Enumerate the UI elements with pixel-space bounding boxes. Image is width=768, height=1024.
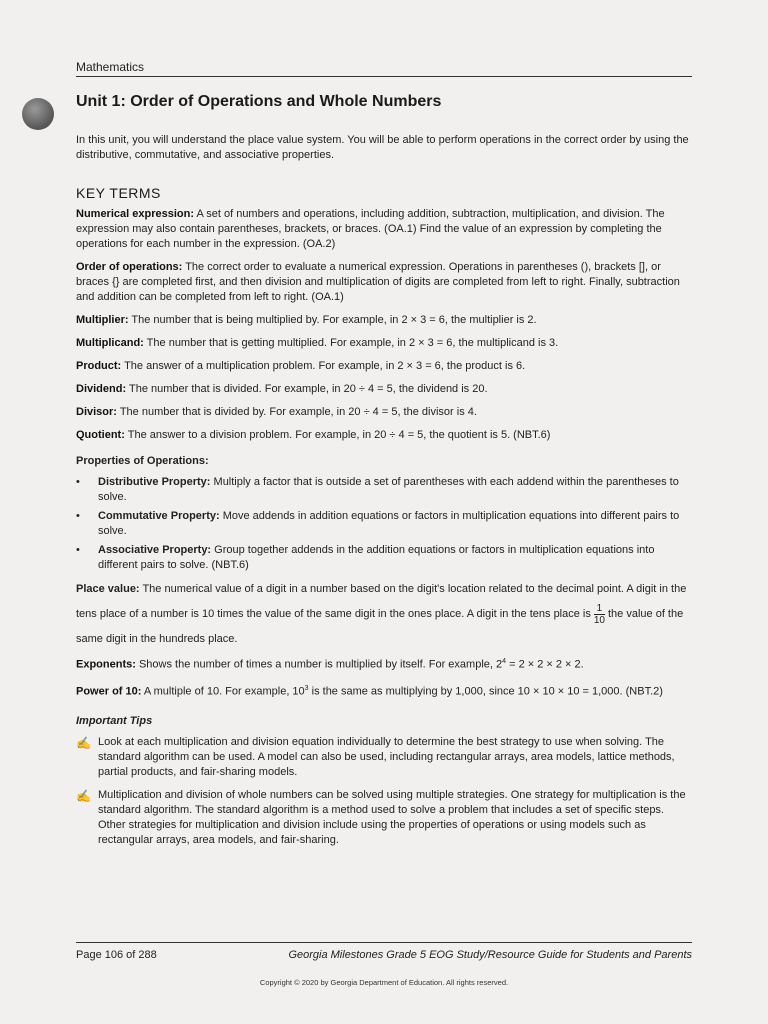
property-commutative (76, 509, 692, 539)
term-label: Numerical expression: (76, 208, 194, 220)
tip-text: Look at each multiplication and division equation individually to determine the best strategy to use when solving. The standard algorithm can be used. A model can also be used, including rectangular arrays, area models, lattice methods, partial products, and fair-sharing models. (98, 736, 675, 779)
term-multiplier (76, 313, 692, 328)
term-dividend (76, 382, 692, 397)
term-definition-cont: = 2 × 2 × 2 × 2. (506, 658, 584, 671)
term-label: Multiplicand: (76, 337, 144, 349)
tip-item (76, 735, 692, 780)
term-order-of-operations (76, 260, 692, 305)
term-label: Product: (76, 360, 122, 372)
term-place-value (76, 577, 692, 652)
key-terms-heading: KEY TERMS (76, 185, 161, 201)
term-definition: The number that is divided. For example, in 20 ÷ 4 = 5, the dividend is 20. (126, 383, 488, 395)
term-definition: A set of numbers and operations, including addition, subtraction, multiplication, and division. The expression may also contain parentheses, brackets, or braces. (OA.1) Find the value of an expression by completing the operations for each number in the expression. (OA.2) (76, 208, 665, 250)
term-definition-cont: the value of the same digit in the hundreds place. (76, 608, 684, 645)
fraction-one-tenth (594, 603, 605, 626)
term-exponents (76, 654, 692, 673)
term-power-of-10 (76, 681, 692, 700)
tip-text: Multiplication and division of whole numbers can be solved using multiple strategies. One strategy for multiplication is the standard algorithm. The standard algorithm is a method used to solve a problem that includes a set of specific steps. Other strategies for multiplication and division include using the properties of operations or using models such as rectangular arrays, area models, and fair-sharing. (98, 789, 686, 847)
fraction-denominator: 10 (593, 614, 605, 626)
property-text: Group together addends in the addition equations or factors in multiplication equations into different pairs to solve. (NBT.6) (98, 544, 655, 571)
term-label: Place value: (76, 583, 140, 595)
fraction-numerator: 1 (594, 603, 605, 615)
term-label: Quotient: (76, 429, 125, 441)
bullet-icon: • (76, 476, 80, 488)
term-divisor (76, 405, 692, 420)
subject-header: Mathematics (76, 60, 692, 77)
term-product (76, 359, 692, 374)
property-text: Move addends in addition equations or factors in multiplication equations into different pairs to solve. (98, 510, 680, 537)
term-definition: The number that is divided by. For example, in 20 ÷ 4 = 5, the divisor is 4. (116, 406, 477, 418)
property-name: Associative Property: (98, 544, 212, 556)
term-definition: The number that is getting multiplied. For example, in 2 × 3 = 6, the multiplicand is 3. (143, 337, 559, 349)
term-label: Order of operations: (76, 261, 183, 273)
property-associative (76, 543, 692, 573)
pencil-icon: ✍ (76, 789, 91, 804)
bullet-icon: • (76, 544, 80, 556)
property-text: Multiply a factor that is outside a set of parentheses with each addend within the parentheses to solve. (98, 476, 679, 503)
term-label: Power of 10: (76, 685, 142, 698)
term-definition: A multiple of 10. For example, 10 (141, 685, 305, 698)
term-numerical-expression (76, 207, 692, 252)
page-footer (76, 942, 692, 961)
term-definition: The correct order to evaluate a numerical expression. Operations in parentheses (), brackets [], or braces {} are completed first, and then division and multiplication of digits are completed from left to right. Finally, subtraction and addition can be completed from left to right. (OA.1) (76, 261, 680, 303)
term-label: Multiplier: (76, 314, 129, 326)
properties-list (76, 475, 692, 573)
term-label: Divisor: (76, 406, 117, 418)
property-distributive (76, 475, 692, 505)
unit-intro: In this unit, you will understand the place value system. You will be able to perform operations in the correct order by using the distributive, commutative, and associative properties. (76, 134, 689, 161)
unit-title: Unit 1: Order of Operations and Whole Numbers (76, 93, 442, 110)
copyright-notice: Copyright © 2020 by Georgia Department of Education. All rights reserved. (259, 978, 509, 987)
pencil-icon: ✍ (76, 736, 91, 751)
term-label: Exponents: (76, 658, 136, 671)
term-multiplicand (76, 336, 692, 351)
term-definition: The answer of a multiplication problem. For example, in 2 × 3 = 6, the product is 6. (121, 360, 526, 372)
guide-title: Georgia Milestones Grade 5 EOG Study/Resource Guide for Students and Parents (288, 949, 692, 961)
binder-hole (22, 98, 54, 130)
page-number: Page 106 of 288 (76, 949, 157, 961)
bullet-icon: • (76, 510, 80, 522)
exponent-superscript: 3 (304, 684, 309, 692)
property-name: Commutative Property: (98, 510, 220, 522)
term-quotient (76, 428, 692, 443)
page-content (76, 60, 692, 848)
term-definition-cont: is the same as multiplying by 1,000, since 10 × 10 × 10 = 1,000. (NBT.2) (308, 685, 663, 698)
term-definition: The number that is being multiplied by. For example, in 2 × 3 = 6, the multiplier is 2. (128, 314, 537, 326)
term-definition: Shows the number of times a number is multiplied by itself. For example, 2 (135, 658, 503, 671)
term-definition: The answer to a division problem. For example, in 20 ÷ 4 = 5, the quotient is 5. (NBT.6) (124, 429, 551, 441)
properties-heading: Properties of Operations: (76, 455, 209, 467)
tip-item (76, 788, 692, 848)
term-definition: The numerical value of a digit in a number based on the digit's location related to the decimal point. A digit in the tens place of a number is 10 times the value of the same digit in the ones place. A digit in the tens place is (76, 583, 687, 620)
property-name: Distributive Property: (98, 476, 211, 488)
term-label: Dividend: (76, 383, 127, 395)
exponent-superscript: 4 (502, 658, 507, 665)
important-tips-heading: Important Tips (76, 715, 153, 728)
